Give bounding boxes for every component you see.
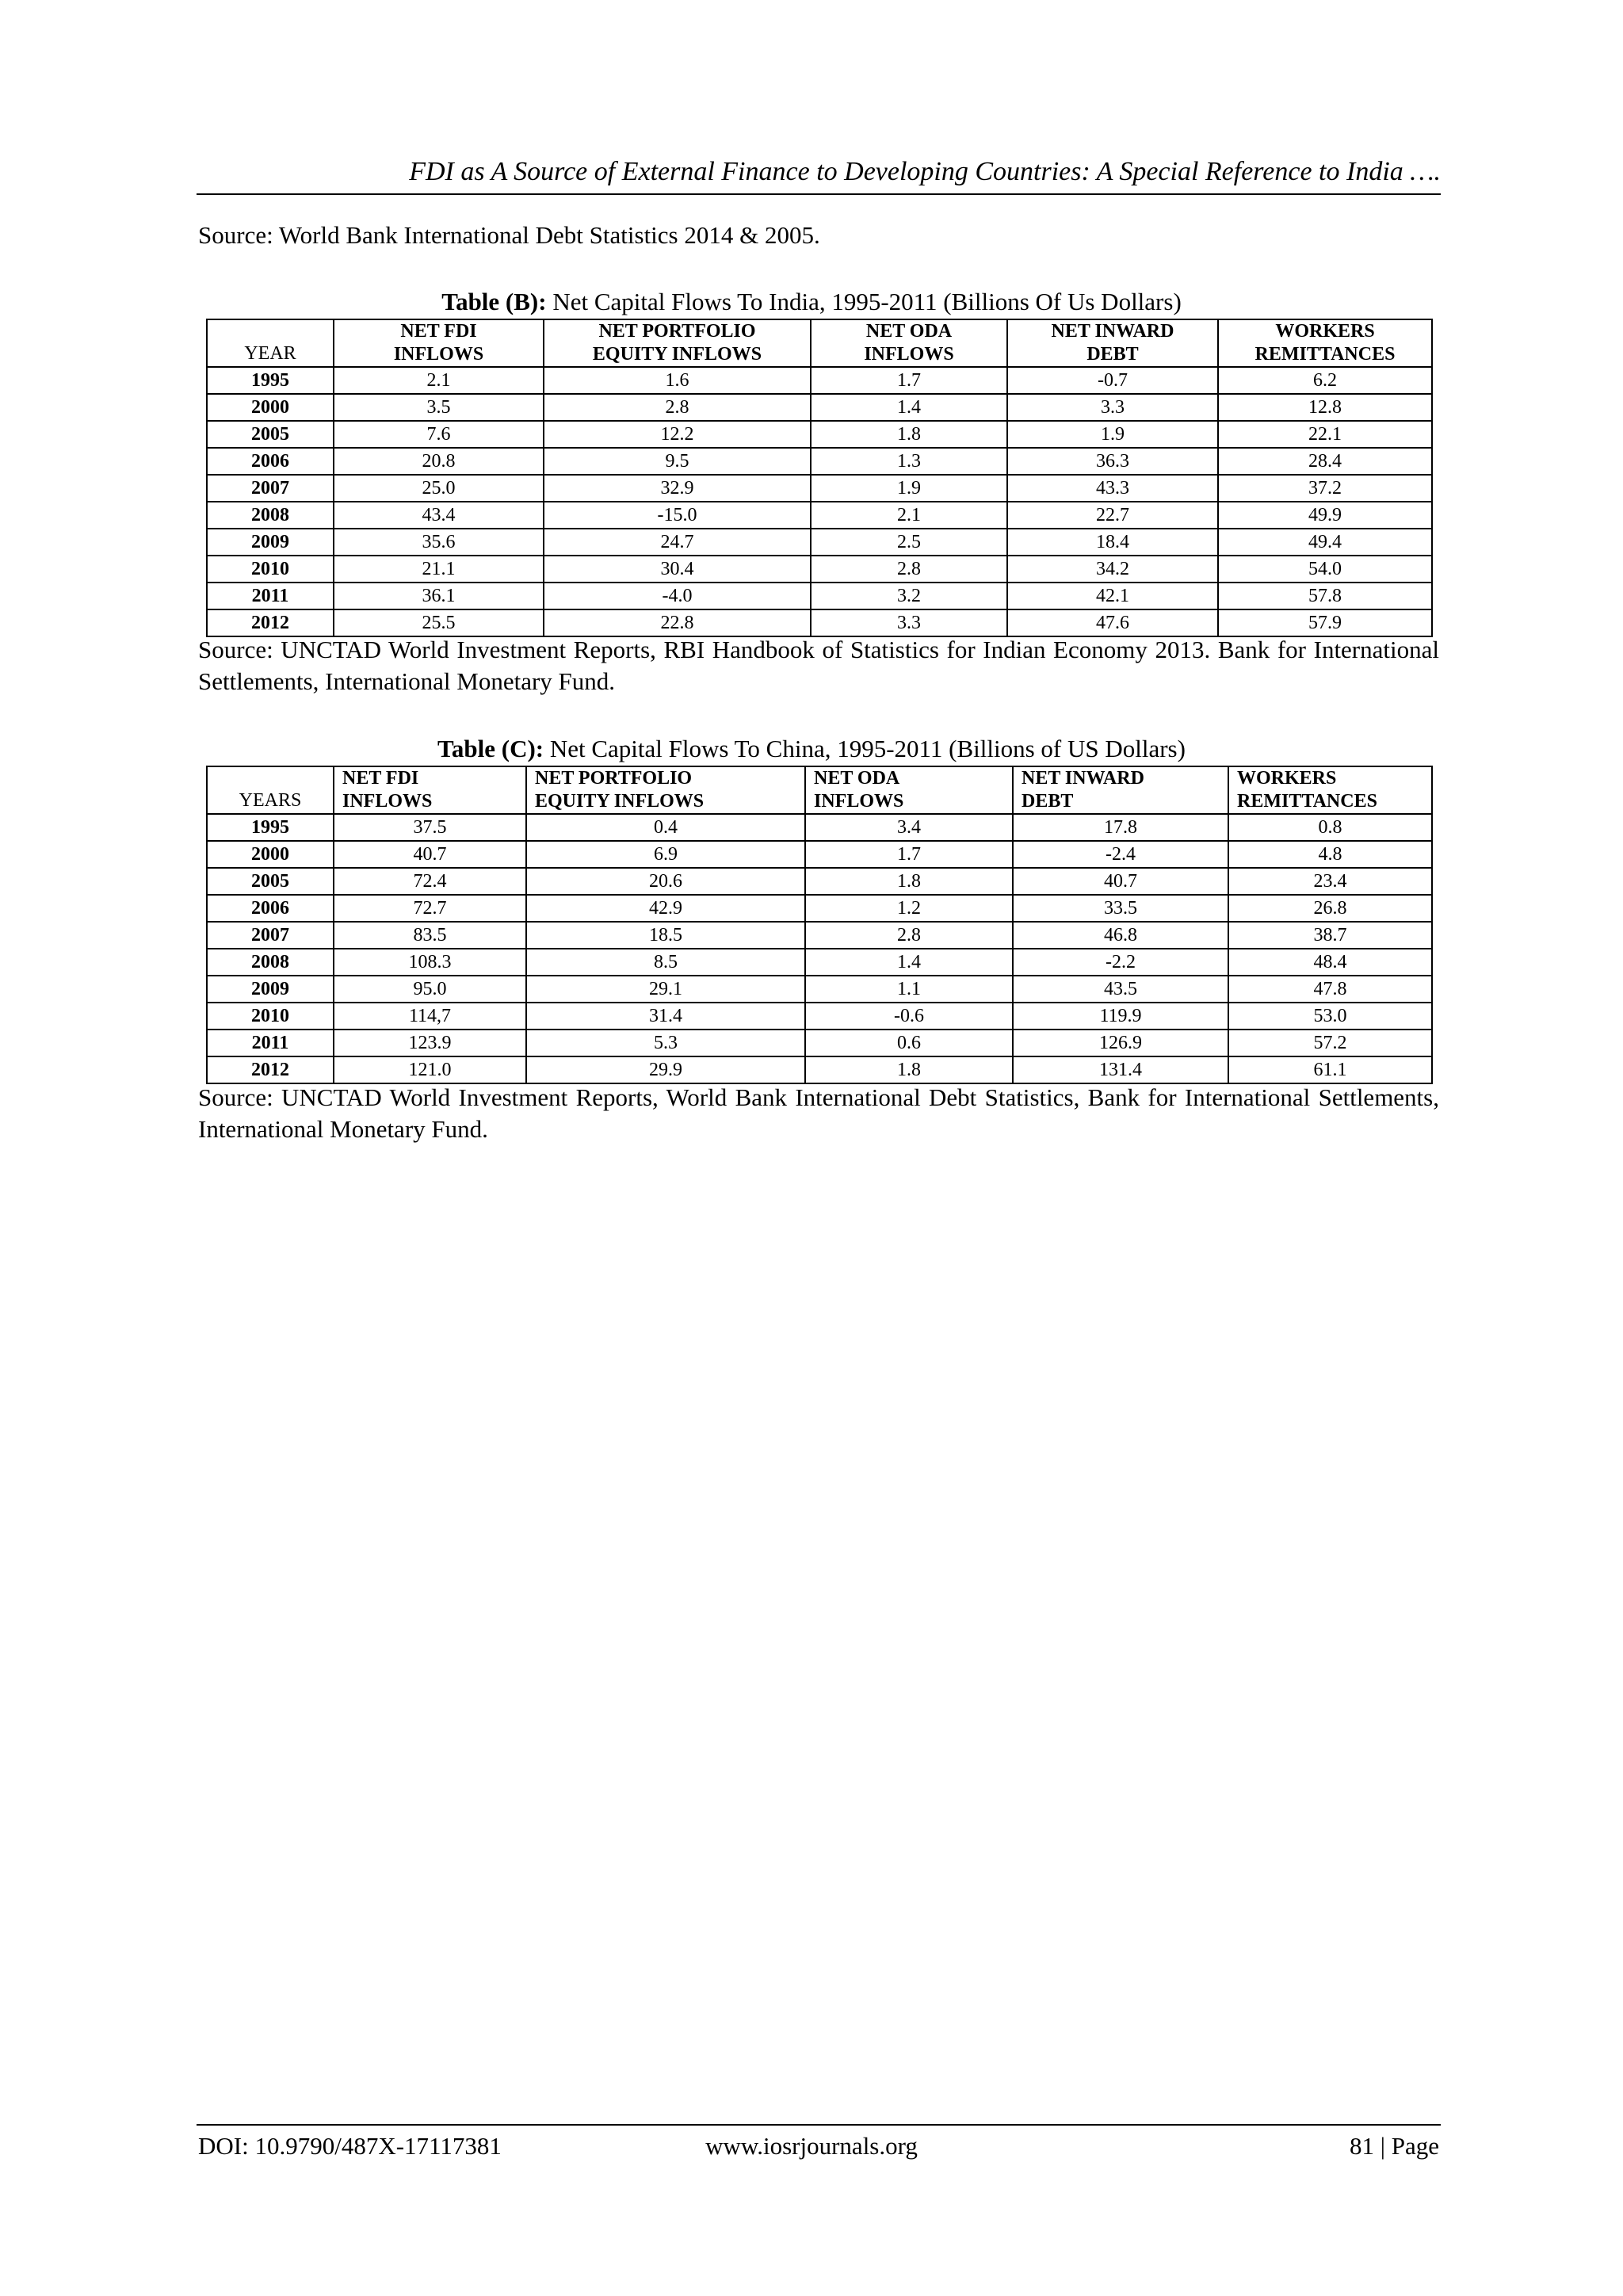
table-c-year-cell: 2008	[207, 949, 334, 976]
table-c-value-cell: 26.8	[1228, 895, 1432, 922]
table-c-header-net-inward-debt: NET INWARD DEBT	[1013, 766, 1228, 814]
table-c-row-2011	[207, 1030, 1432, 1056]
table-b-value-cell: 25.5	[334, 609, 544, 636]
table-c-year-cell: 2007	[207, 922, 334, 949]
table-b-value-cell: 9.5	[544, 448, 811, 475]
table-c-value-cell: 95.0	[334, 976, 526, 1003]
table-c-value-cell: 42.9	[526, 895, 805, 922]
table-b-value-cell: 3.3	[811, 609, 1007, 636]
table-c-source-note: Source: UNCTAD World Investment Reports, World Bank International Debt Statistics, Bank for International Settlements, International Monetary Fund.	[198, 1083, 1439, 1143]
table-b-value-cell: 36.3	[1007, 448, 1218, 475]
table-b-year-cell: 2012	[207, 609, 334, 636]
table-c-value-cell: 121.0	[334, 1056, 526, 1083]
table-b-year-cell: 2007	[207, 475, 334, 502]
table-b-header-workers-remittances: WORKERS REMITTANCES	[1218, 319, 1432, 367]
table-c-value-cell: 1.4	[805, 949, 1013, 976]
footer-website: www.iosrjournals.org	[705, 2132, 918, 2160]
table-c-value-cell: 47.8	[1228, 976, 1432, 1003]
table-b-value-cell: 36.1	[334, 583, 544, 609]
table-b-value-cell: 32.9	[544, 475, 811, 502]
table-b-row-2000	[207, 394, 1432, 421]
table-c-value-cell: 43.5	[1013, 976, 1228, 1003]
table-c-value-cell: 37.5	[334, 814, 526, 841]
table-c-value-cell: 126.9	[1013, 1030, 1228, 1056]
table-c-value-cell: 123.9	[334, 1030, 526, 1056]
table-b-value-cell: 20.8	[334, 448, 544, 475]
table-b-value-cell: 1.8	[811, 421, 1007, 448]
table-c-header-years: YEARS	[207, 766, 334, 814]
table-c-year-cell: 2009	[207, 976, 334, 1003]
table-b-value-cell: 22.8	[544, 609, 811, 636]
table-b-caption-text: Net Capital Flows To India, 1995-2011 (Billions Of Us Dollars)	[546, 288, 1182, 315]
table-b-value-cell: 3.2	[811, 583, 1007, 609]
table-c-header-net-portfolio: NET PORTFOLIO EQUITY INFLOWS	[526, 766, 805, 814]
table-b-value-cell: 1.9	[811, 475, 1007, 502]
table-b-value-cell: 6.2	[1218, 367, 1432, 394]
table-b-value-cell: 35.6	[334, 529, 544, 556]
table-b-value-cell: 3.3	[1007, 394, 1218, 421]
table-b-value-cell: 12.8	[1218, 394, 1432, 421]
table-b-value-cell: 57.8	[1218, 583, 1432, 609]
table-c-value-cell: 38.7	[1228, 922, 1432, 949]
table-b-value-cell: 34.2	[1007, 556, 1218, 583]
table-c-header-net-oda: NET ODA INFLOWS	[805, 766, 1013, 814]
table-b-value-cell: 2.8	[544, 394, 811, 421]
table-b-value-cell: 7.6	[334, 421, 544, 448]
table-b-caption	[0, 287, 1623, 317]
table-c-year-cell: 2005	[207, 868, 334, 895]
table-c-value-cell: 1.2	[805, 895, 1013, 922]
table-b-year-cell: 1995	[207, 367, 334, 394]
table-c-value-cell: 114,7	[334, 1003, 526, 1030]
table-c-value-cell: 53.0	[1228, 1003, 1432, 1030]
table-b-value-cell: 2.1	[334, 367, 544, 394]
table-c-value-cell: -2.2	[1013, 949, 1228, 976]
table-b-row-2008	[207, 502, 1432, 529]
table-c-value-cell: 20.6	[526, 868, 805, 895]
table-b-value-cell: 1.9	[1007, 421, 1218, 448]
table-c-body	[207, 814, 1432, 1083]
table-c-value-cell: 72.7	[334, 895, 526, 922]
table-b-header-net-portfolio: NET PORTFOLIO EQUITY INFLOWS	[544, 319, 811, 367]
table-c-year-cell: 2011	[207, 1030, 334, 1056]
table-b-value-cell: 1.3	[811, 448, 1007, 475]
table-b-value-cell: 47.6	[1007, 609, 1218, 636]
table-c-value-cell: 1.8	[805, 1056, 1013, 1083]
table-c-caption-label: Table (C):	[437, 735, 544, 762]
table-c-value-cell: 83.5	[334, 922, 526, 949]
table-c-value-cell: 0.6	[805, 1030, 1013, 1056]
table-c-value-cell: -0.6	[805, 1003, 1013, 1030]
table-b-row-2009	[207, 529, 1432, 556]
table-b-row-2012	[207, 609, 1432, 636]
table-c-value-cell: 61.1	[1228, 1056, 1432, 1083]
table-c-row-2007	[207, 922, 1432, 949]
table-c-row-2012	[207, 1056, 1432, 1083]
table-c-year-cell: 2010	[207, 1003, 334, 1030]
header-divider	[197, 193, 1441, 195]
table-c-value-cell: 1.7	[805, 841, 1013, 868]
table-c-value-cell: 1.8	[805, 868, 1013, 895]
table-c-value-cell: 0.4	[526, 814, 805, 841]
table-c-value-cell: 6.9	[526, 841, 805, 868]
footer-doi: DOI: 10.9790/487X-17117381	[198, 2132, 502, 2160]
table-b-year-cell: 2009	[207, 529, 334, 556]
table-c-value-cell: 57.2	[1228, 1030, 1432, 1056]
table-b-year-cell: 2011	[207, 583, 334, 609]
table-b-row-2005	[207, 421, 1432, 448]
table-b-value-cell: 57.9	[1218, 609, 1432, 636]
table-c-value-cell: 40.7	[334, 841, 526, 868]
table-b-value-cell: 2.1	[811, 502, 1007, 529]
table-c-value-cell: 23.4	[1228, 868, 1432, 895]
table-b-value-cell: 30.4	[544, 556, 811, 583]
table-b-value-cell: -0.7	[1007, 367, 1218, 394]
table-c-header-net-fdi: NET FDI INFLOWS	[334, 766, 526, 814]
table-b-row-2006	[207, 448, 1432, 475]
table-b-value-cell: 49.4	[1218, 529, 1432, 556]
footer-page-number: 81 | Page	[1350, 2132, 1439, 2160]
table-b-header-year: YEAR	[207, 319, 334, 367]
table-c-year-cell: 2012	[207, 1056, 334, 1083]
table-c-year-cell: 2000	[207, 841, 334, 868]
table-b-value-cell: 2.5	[811, 529, 1007, 556]
table-b-header-net-oda: NET ODA INFLOWS	[811, 319, 1007, 367]
table-b-value-cell: 18.4	[1007, 529, 1218, 556]
table-c-value-cell: 72.4	[334, 868, 526, 895]
table-c-value-cell: 18.5	[526, 922, 805, 949]
table-b-year-cell: 2000	[207, 394, 334, 421]
running-header: FDI as A Source of External Finance to Developing Countries: A Special Reference to India ….	[409, 157, 1441, 186]
table-b-row-1995	[207, 367, 1432, 394]
table-c-row-2008	[207, 949, 1432, 976]
table-b-value-cell: 37.2	[1218, 475, 1432, 502]
table-b-india-capital-flows	[206, 319, 1433, 637]
table-b-row-2011	[207, 583, 1432, 609]
table-b-value-cell: 1.7	[811, 367, 1007, 394]
table-b-value-cell: 2.8	[811, 556, 1007, 583]
table-b-value-cell: -15.0	[544, 502, 811, 529]
table-c-value-cell: 46.8	[1013, 922, 1228, 949]
table-c-value-cell: 119.9	[1013, 1003, 1228, 1030]
table-b-header-net-fdi: NET FDI INFLOWS	[334, 319, 544, 367]
table-b-row-2007	[207, 475, 1432, 502]
table-c-caption	[0, 734, 1623, 764]
table-b-row-2010	[207, 556, 1432, 583]
table-b-value-cell: 22.7	[1007, 502, 1218, 529]
table-b-year-cell: 2008	[207, 502, 334, 529]
table-c-value-cell: 40.7	[1013, 868, 1228, 895]
table-c-china-capital-flows	[206, 766, 1433, 1084]
table-b-year-cell: 2006	[207, 448, 334, 475]
table-b-value-cell: 42.1	[1007, 583, 1218, 609]
table-c-value-cell: 33.5	[1013, 895, 1228, 922]
table-b-caption-label: Table (B):	[441, 288, 547, 315]
table-c-year-cell: 2006	[207, 895, 334, 922]
table-c-value-cell: 0.8	[1228, 814, 1432, 841]
table-b-value-cell: 1.4	[811, 394, 1007, 421]
table-b-value-cell: 3.5	[334, 394, 544, 421]
table-c-row-2009	[207, 976, 1432, 1003]
table-c-value-cell: 131.4	[1013, 1056, 1228, 1083]
table-b-year-cell: 2010	[207, 556, 334, 583]
table-c-value-cell: 4.8	[1228, 841, 1432, 868]
table-b-value-cell: 43.4	[334, 502, 544, 529]
table-b-year-cell: 2005	[207, 421, 334, 448]
table-c-row-2010	[207, 1003, 1432, 1030]
table-b-value-cell: 12.2	[544, 421, 811, 448]
table-c-value-cell: 8.5	[526, 949, 805, 976]
table-c-value-cell: -2.4	[1013, 841, 1228, 868]
table-b-value-cell: 43.3	[1007, 475, 1218, 502]
table-b-value-cell: 49.9	[1218, 502, 1432, 529]
table-c-row-2005	[207, 868, 1432, 895]
table-c-value-cell: 5.3	[526, 1030, 805, 1056]
table-b-value-cell: 25.0	[334, 475, 544, 502]
table-c-value-cell: 31.4	[526, 1003, 805, 1030]
table-c-value-cell: 1.1	[805, 976, 1013, 1003]
table-b-body	[207, 367, 1432, 636]
table-b-value-cell: -4.0	[544, 583, 811, 609]
table-b-value-cell: 22.1	[1218, 421, 1432, 448]
table-c-row-1995	[207, 814, 1432, 841]
table-c-value-cell: 3.4	[805, 814, 1013, 841]
table-c-row-2000	[207, 841, 1432, 868]
table-c-row-2006	[207, 895, 1432, 922]
table-c-value-cell: 108.3	[334, 949, 526, 976]
table-b-value-cell: 24.7	[544, 529, 811, 556]
table-c-value-cell: 2.8	[805, 922, 1013, 949]
table-c-header-workers-remittances: WORKERS REMITTANCES	[1228, 766, 1432, 814]
table-c-value-cell: 48.4	[1228, 949, 1432, 976]
table-c-value-cell: 29.1	[526, 976, 805, 1003]
table-b-value-cell: 54.0	[1218, 556, 1432, 583]
table-c-caption-text: Net Capital Flows To China, 1995-2011 (Billions of US Dollars)	[544, 735, 1186, 762]
table-c-value-cell: 29.9	[526, 1056, 805, 1083]
table-c-year-cell: 1995	[207, 814, 334, 841]
table-b-header-net-inward-debt: NET INWARD DEBT	[1007, 319, 1218, 367]
footer-divider	[197, 2124, 1441, 2126]
table-b-value-cell: 28.4	[1218, 448, 1432, 475]
table-b-value-cell: 1.6	[544, 367, 811, 394]
table-b-value-cell: 21.1	[334, 556, 544, 583]
table-b-source-note: Source: UNCTAD World Investment Reports, RBI Handbook of Statistics for Indian Economy 2013. Bank for International Settlements, International Monetary Fund.	[198, 636, 1439, 695]
source-note-top: Source: World Bank International Debt Statistics 2014 & 2005.	[198, 221, 820, 249]
table-c-value-cell: 17.8	[1013, 814, 1228, 841]
